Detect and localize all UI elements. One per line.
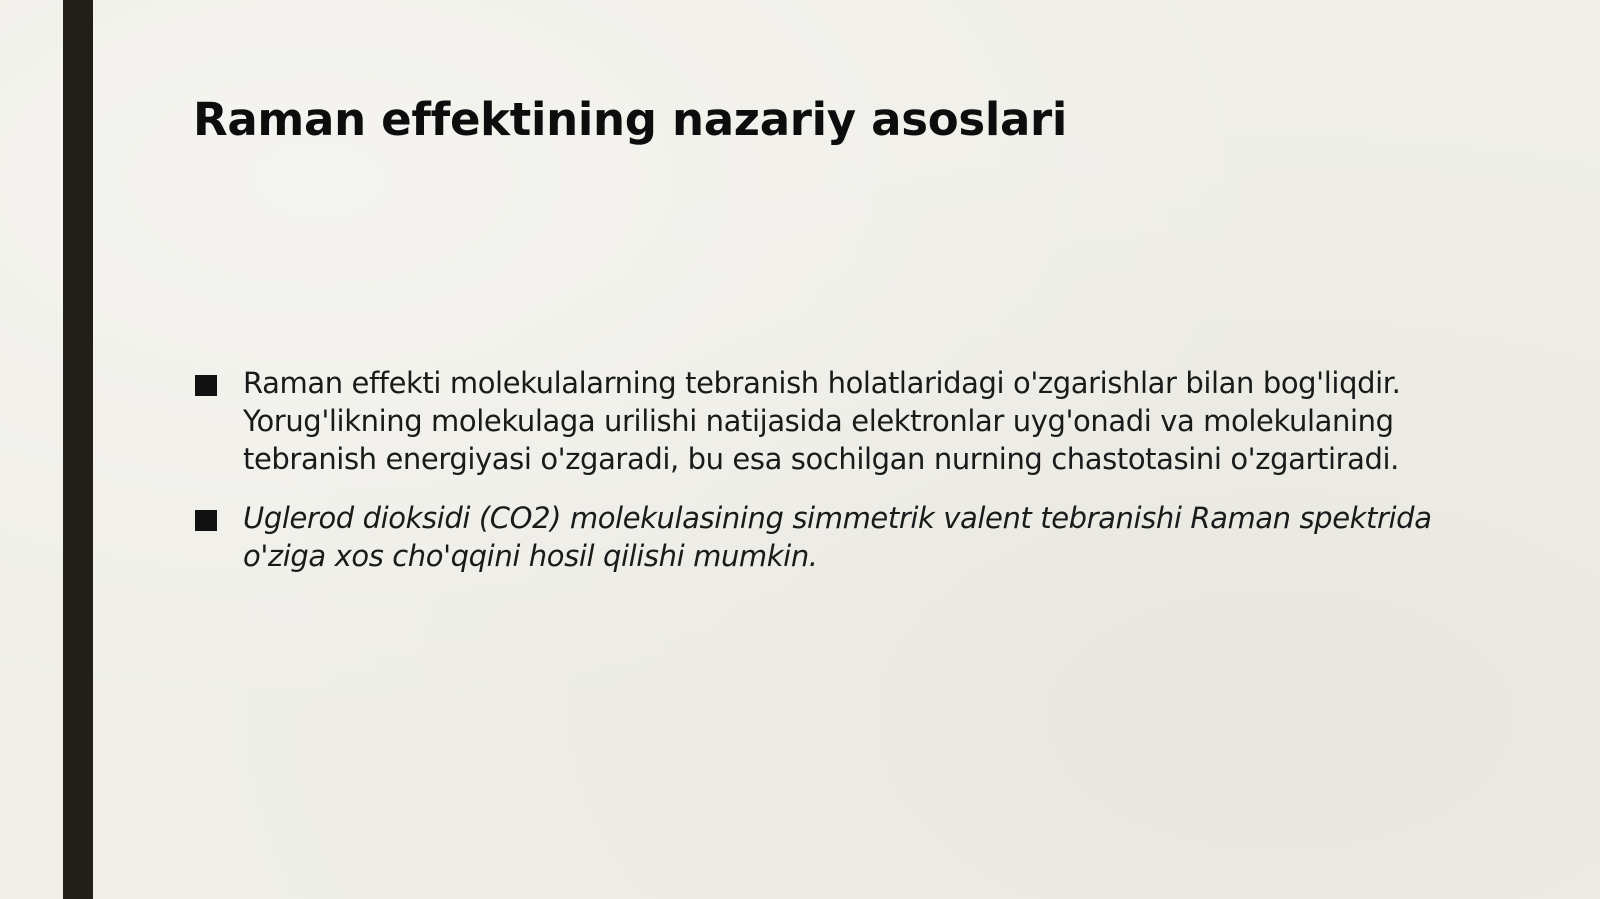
bullet-list xyxy=(193,364,1453,575)
slide-title: Raman effektining nazariy asoslari xyxy=(193,93,1068,146)
square-bullet-icon xyxy=(195,510,217,531)
square-bullet-icon xyxy=(195,375,217,396)
bullet-text: Raman effekti molekulalarning tebranish holatlaridagi o'zgarishlar bilan bog'liqdir. Yorug'likning molekulaga urilishi natijasida elektronlar uyg'onadi va molekulaning tebranish energiyasi o'zgaradi, bu esa sochilgan nurning chastotasini o'zgartiradi. xyxy=(243,366,1401,476)
bullet-item xyxy=(193,364,1453,478)
bullet-text: Uglerod dioksidi (CO2) molekulasining simmetrik valent tebranishi Raman spektrida o'ziga xos cho'qqini hosil qilishi mumkin. xyxy=(243,501,1432,573)
accent-bar xyxy=(63,0,93,899)
bullet-item xyxy=(193,499,1453,575)
